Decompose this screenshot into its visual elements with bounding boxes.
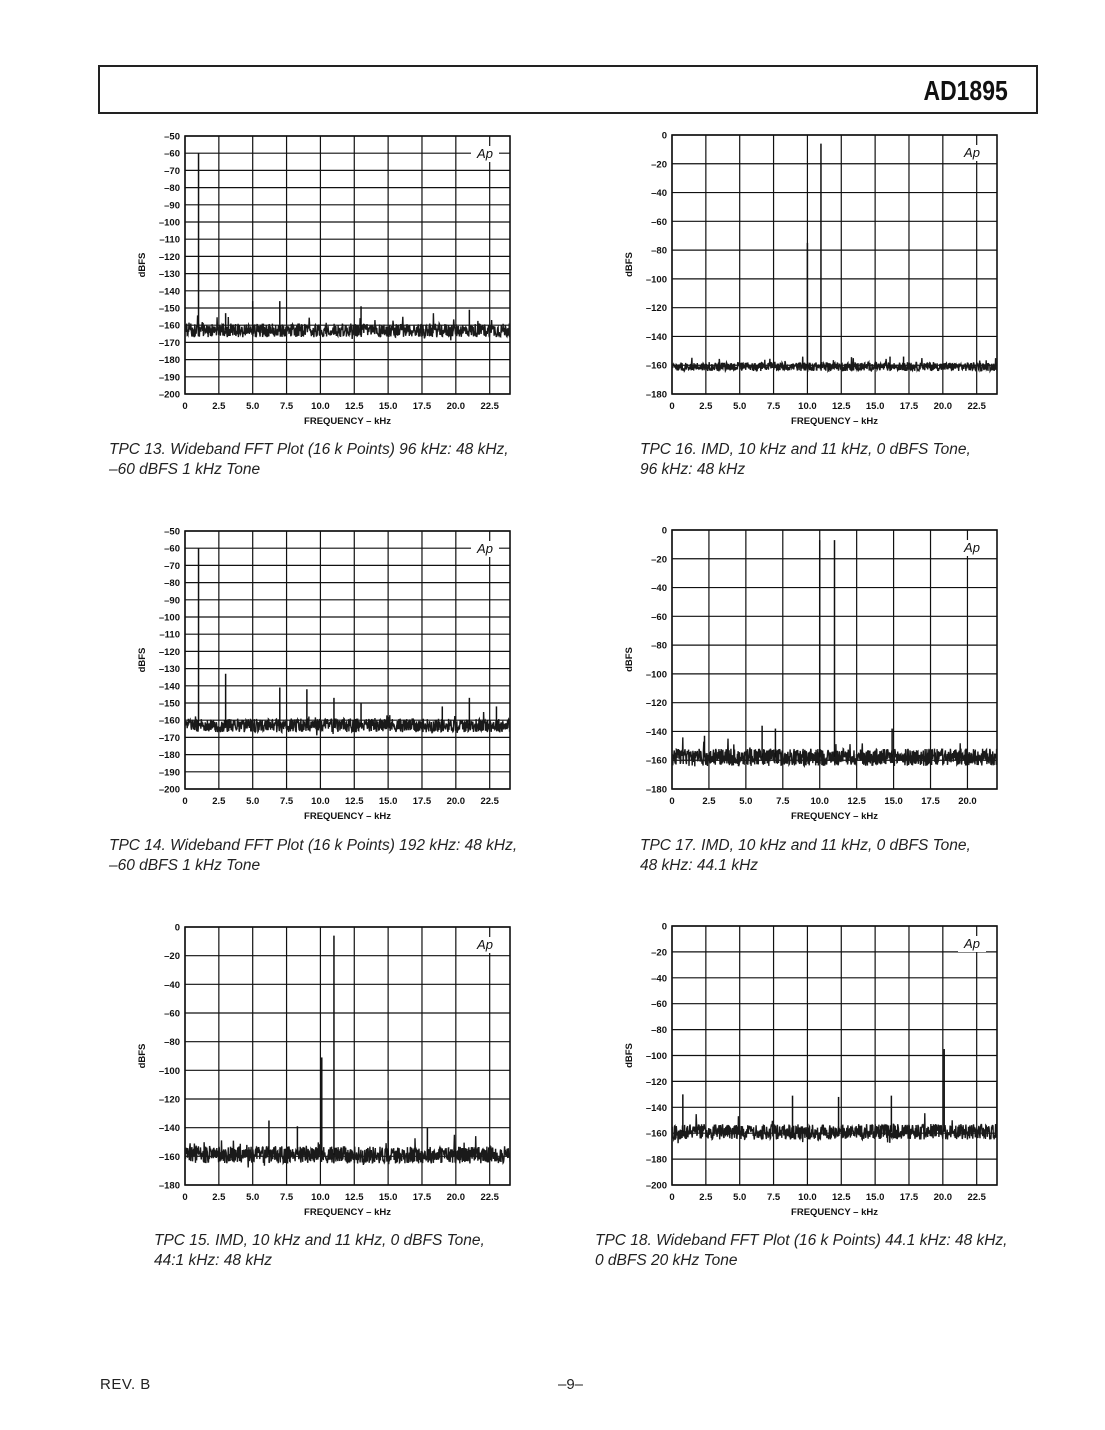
svg-text:–180: –180 (158, 1180, 180, 1192)
svg-text:–80: –80 (164, 578, 180, 590)
svg-text:–140: –140 (645, 1102, 667, 1114)
svg-text:Ap: Ap (477, 146, 493, 161)
svg-text:20.0: 20.0 (958, 796, 977, 807)
svg-text:Ap: Ap (964, 540, 980, 555)
svg-text:–80: –80 (164, 1037, 180, 1049)
svg-text:7.5: 7.5 (776, 796, 790, 807)
svg-text:–20: –20 (651, 947, 667, 959)
svg-text:15.0: 15.0 (378, 796, 398, 807)
svg-text:–100: –100 (158, 217, 180, 229)
caption-line: TPC 18. Wideband FFT Plot (16 k Points) 44.1 kHz: 48 kHz, (595, 1232, 1008, 1249)
svg-text:7.5: 7.5 (766, 1192, 781, 1203)
svg-text:–100: –100 (645, 274, 667, 286)
caption-line: TPC 17. IMD, 10 kHz and 11 kHz, 0 dBFS Tone, (640, 837, 971, 854)
svg-text:–180: –180 (158, 355, 180, 367)
chart-svg (100, 916, 520, 1226)
svg-text:–70: –70 (164, 560, 180, 572)
svg-text:–190: –190 (158, 767, 180, 779)
caption-line: TPC 16. IMD, 10 kHz and 11 kHz, 0 dBFS Tone, (640, 441, 971, 458)
svg-text:–160: –160 (645, 1128, 667, 1140)
revision-label: REV. B (100, 1376, 151, 1393)
svg-text:–140: –140 (158, 1123, 180, 1135)
svg-text:5.0: 5.0 (246, 401, 260, 412)
caption-tpc17 (640, 836, 971, 876)
svg-text:–140: –140 (158, 681, 180, 693)
svg-text:20.0: 20.0 (446, 1192, 466, 1203)
svg-text:dBFS: dBFS (137, 252, 148, 278)
svg-text:–110: –110 (159, 234, 180, 246)
svg-text:–200: –200 (645, 1180, 667, 1192)
caption-tpc18 (595, 1231, 1008, 1271)
caption-line: TPC 15. IMD, 10 kHz and 11 kHz, 0 dBFS Tone, (154, 1232, 485, 1249)
svg-text:0: 0 (661, 130, 667, 142)
svg-text:–90: –90 (164, 595, 180, 607)
svg-text:22.5: 22.5 (480, 796, 499, 807)
svg-text:–150: –150 (158, 698, 180, 710)
svg-text:–160: –160 (158, 1151, 180, 1163)
svg-text:12.5: 12.5 (832, 401, 851, 412)
svg-text:22.5: 22.5 (480, 1192, 499, 1203)
svg-text:10.0: 10.0 (798, 401, 817, 412)
svg-text:20.0: 20.0 (933, 401, 953, 412)
svg-text:–190: –190 (158, 372, 180, 384)
svg-text:2.5: 2.5 (699, 401, 713, 412)
svg-text:–60: –60 (164, 543, 180, 555)
svg-text:–120: –120 (158, 251, 180, 263)
svg-text:12.5: 12.5 (345, 796, 364, 807)
svg-text:–170: –170 (158, 732, 180, 744)
caption-tpc14 (109, 836, 517, 876)
svg-text:dBFS: dBFS (624, 647, 635, 672)
svg-text:–150: –150 (158, 303, 180, 315)
svg-text:–140: –140 (158, 286, 180, 298)
caption-tpc16 (640, 440, 971, 480)
svg-text:7.5: 7.5 (279, 796, 294, 807)
svg-text:0: 0 (661, 921, 667, 933)
svg-text:–140: –140 (645, 726, 667, 738)
svg-text:–50: –50 (164, 131, 180, 143)
svg-text:0: 0 (669, 796, 675, 807)
part-number-title: AD1895 (923, 75, 1008, 106)
svg-text:15.0: 15.0 (865, 1192, 885, 1203)
svg-text:0: 0 (182, 796, 188, 807)
svg-text:7.5: 7.5 (279, 1192, 294, 1203)
svg-text:–40: –40 (651, 583, 667, 595)
chart-tpc18 (600, 916, 1020, 1226)
svg-text:22.5: 22.5 (967, 401, 986, 412)
caption-line: –60 dBFS 1 kHz Tone (109, 857, 261, 874)
page-number: –9– (558, 1376, 584, 1393)
caption-line: 44:1 kHz: 48 kHz (154, 1252, 273, 1269)
caption-line: TPC 13. Wideband FFT Plot (16 k Points) 96 kHz: 48 kHz, (109, 441, 509, 458)
caption-line: TPC 14. Wideband FFT Plot (16 k Points) 192 kHz: 48 kHz, (109, 837, 518, 854)
svg-text:–130: –130 (158, 664, 180, 676)
svg-text:–100: –100 (645, 669, 667, 681)
chart-tpc16 (600, 125, 1020, 435)
svg-text:15.0: 15.0 (378, 401, 398, 412)
svg-text:0: 0 (174, 922, 180, 934)
svg-text:dBFS: dBFS (137, 647, 148, 673)
svg-text:17.5: 17.5 (899, 401, 919, 412)
svg-text:–20: –20 (651, 554, 667, 566)
svg-text:–110: –110 (159, 629, 180, 641)
svg-text:–60: –60 (164, 148, 180, 160)
svg-text:–20: –20 (164, 951, 180, 963)
svg-text:–60: –60 (651, 216, 667, 228)
svg-text:2.5: 2.5 (699, 1192, 713, 1203)
chart-tpc17 (600, 520, 1020, 830)
svg-text:20.0: 20.0 (446, 796, 466, 807)
svg-text:15.0: 15.0 (865, 401, 885, 412)
svg-text:2.5: 2.5 (702, 796, 716, 807)
chart-tpc15 (100, 916, 520, 1226)
svg-text:dBFS: dBFS (137, 1043, 148, 1069)
svg-text:–60: –60 (651, 611, 667, 623)
svg-text:–120: –120 (645, 303, 667, 315)
svg-text:–60: –60 (164, 1008, 180, 1020)
svg-text:–180: –180 (645, 1154, 667, 1166)
svg-text:–120: –120 (158, 1094, 180, 1106)
chart-tpc14 (100, 520, 520, 830)
svg-text:–100: –100 (645, 1051, 667, 1062)
svg-text:–80: –80 (651, 245, 667, 257)
svg-text:15.0: 15.0 (884, 796, 903, 807)
svg-text:Ap: Ap (964, 936, 980, 951)
svg-text:–80: –80 (164, 183, 180, 195)
chart-svg (100, 520, 520, 830)
svg-text:FREQUENCY – kHz: FREQUENCY – kHz (304, 811, 391, 822)
svg-text:5.0: 5.0 (739, 796, 753, 807)
svg-text:10.0: 10.0 (798, 1192, 817, 1203)
svg-text:7.5: 7.5 (279, 401, 294, 412)
svg-text:Ap: Ap (477, 937, 493, 952)
svg-text:0: 0 (661, 525, 667, 537)
svg-text:–40: –40 (651, 973, 667, 985)
chart-svg (600, 125, 1020, 435)
svg-text:–80: –80 (651, 640, 667, 652)
svg-text:–100: –100 (158, 612, 180, 624)
svg-text:2.5: 2.5 (212, 796, 226, 807)
svg-text:Ap: Ap (477, 541, 493, 556)
svg-text:–160: –160 (645, 755, 667, 767)
svg-text:5.0: 5.0 (733, 401, 747, 412)
svg-text:17.5: 17.5 (412, 1192, 432, 1203)
svg-text:12.5: 12.5 (345, 1192, 364, 1203)
svg-text:0: 0 (182, 1192, 188, 1203)
svg-text:–70: –70 (164, 165, 180, 177)
svg-text:12.5: 12.5 (345, 401, 364, 412)
caption-line: 48 kHz: 44.1 kHz (640, 857, 759, 874)
svg-text:–160: –160 (158, 715, 180, 727)
svg-text:10.0: 10.0 (311, 1192, 330, 1203)
svg-text:2.5: 2.5 (212, 401, 226, 412)
svg-text:–160: –160 (158, 320, 180, 332)
svg-text:10.0: 10.0 (810, 796, 829, 807)
svg-text:dBFS: dBFS (624, 252, 635, 277)
svg-text:–50: –50 (164, 526, 180, 538)
svg-text:15.0: 15.0 (378, 1192, 398, 1203)
svg-text:22.5: 22.5 (480, 401, 499, 412)
svg-text:FREQUENCY – kHz: FREQUENCY – kHz (304, 1207, 391, 1218)
svg-text:17.5: 17.5 (412, 796, 432, 807)
chart-svg (600, 520, 1020, 830)
svg-text:–100: –100 (158, 1065, 180, 1077)
svg-text:0: 0 (669, 1192, 675, 1203)
chart-svg (100, 125, 520, 435)
svg-text:0: 0 (669, 401, 675, 412)
svg-text:FREQUENCY – kHz: FREQUENCY – kHz (791, 416, 878, 427)
svg-text:Ap: Ap (964, 145, 980, 160)
svg-text:17.5: 17.5 (899, 1192, 919, 1203)
svg-text:20.0: 20.0 (933, 1192, 953, 1203)
svg-text:–130: –130 (158, 269, 180, 281)
svg-text:FREQUENCY – kHz: FREQUENCY – kHz (791, 811, 878, 822)
caption-tpc13 (109, 440, 509, 480)
svg-text:22.5: 22.5 (967, 1192, 986, 1203)
svg-text:10.0: 10.0 (311, 401, 330, 412)
svg-text:dBFS: dBFS (624, 1043, 635, 1068)
svg-text:–120: –120 (158, 646, 180, 658)
svg-text:12.5: 12.5 (832, 1192, 851, 1203)
svg-text:–80: –80 (651, 1025, 667, 1037)
svg-text:0: 0 (182, 401, 188, 412)
svg-text:–40: –40 (164, 979, 180, 991)
svg-text:5.0: 5.0 (733, 1192, 747, 1203)
svg-text:–60: –60 (651, 999, 667, 1011)
svg-text:5.0: 5.0 (246, 796, 260, 807)
svg-text:–200: –200 (158, 784, 180, 796)
chart-svg (600, 916, 1020, 1226)
svg-text:–140: –140 (645, 331, 667, 343)
svg-text:–160: –160 (645, 360, 667, 372)
svg-text:–170: –170 (158, 337, 180, 349)
caption-tpc15 (154, 1231, 485, 1271)
svg-text:–200: –200 (158, 389, 180, 401)
svg-text:10.0: 10.0 (311, 796, 330, 807)
svg-text:12.5: 12.5 (847, 796, 866, 807)
svg-text:5.0: 5.0 (246, 1192, 260, 1203)
svg-text:FREQUENCY – kHz: FREQUENCY – kHz (304, 416, 391, 427)
svg-text:–90: –90 (164, 200, 180, 212)
svg-text:7.5: 7.5 (766, 401, 781, 412)
svg-text:20.0: 20.0 (446, 401, 466, 412)
chart-tpc13 (100, 125, 520, 435)
svg-text:–40: –40 (651, 188, 667, 200)
caption-line: 96 kHz: 48 kHz (640, 461, 746, 478)
svg-text:–120: –120 (645, 1076, 667, 1088)
svg-text:–120: –120 (645, 698, 667, 710)
page-header (98, 65, 1038, 114)
svg-text:–180: –180 (645, 389, 667, 401)
svg-text:17.5: 17.5 (921, 796, 940, 807)
svg-text:FREQUENCY – kHz: FREQUENCY – kHz (791, 1207, 878, 1218)
svg-text:17.5: 17.5 (412, 401, 432, 412)
svg-text:–180: –180 (158, 750, 180, 762)
caption-line: –60 dBFS 1 kHz Tone (109, 461, 261, 478)
svg-text:–20: –20 (651, 159, 667, 171)
caption-line: 0 dBFS 20 kHz Tone (595, 1252, 738, 1269)
svg-text:2.5: 2.5 (212, 1192, 226, 1203)
svg-text:–180: –180 (645, 784, 667, 796)
